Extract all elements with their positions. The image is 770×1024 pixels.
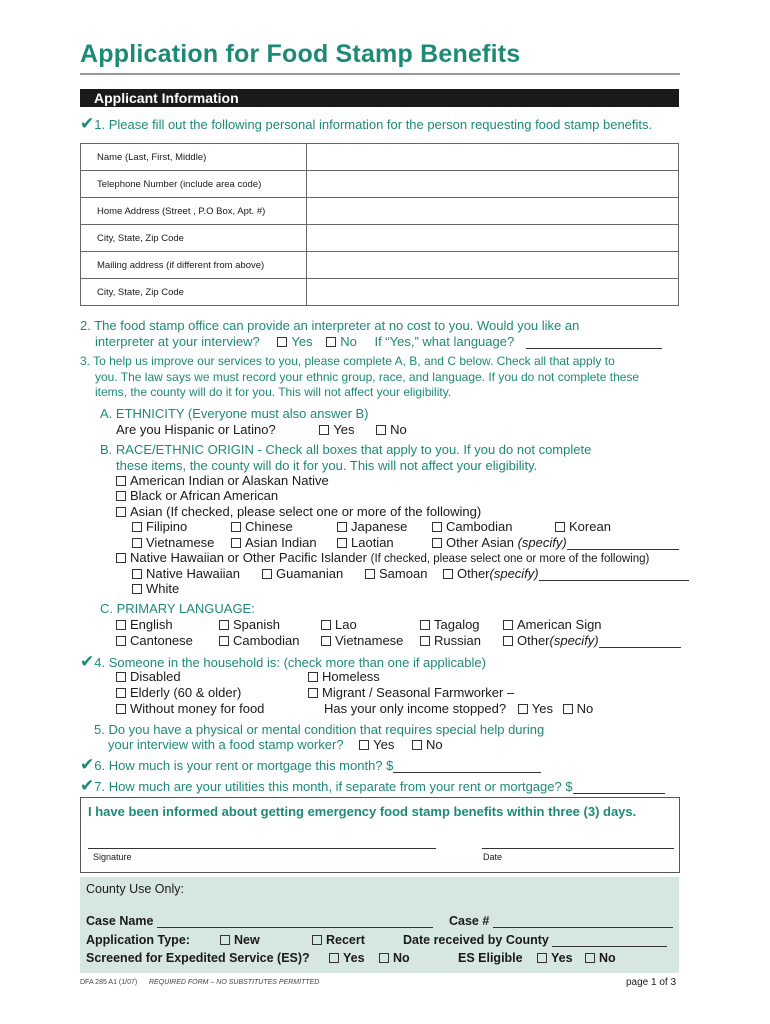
personal-info-table xyxy=(80,143,679,306)
q2-if-yes: If “Yes,” what language? xyxy=(374,334,515,349)
income-stopped-label: Has your only income stopped? xyxy=(324,701,507,716)
chinese-checkbox[interactable] xyxy=(231,522,241,532)
question-5-line2 xyxy=(108,737,443,752)
pi-option-samoan xyxy=(365,566,427,581)
lang-option-asl xyxy=(503,617,602,632)
pi-option-native-hawaiian xyxy=(132,566,240,581)
case-number-label: Case # xyxy=(449,914,490,928)
asian-option-chinese xyxy=(231,519,293,534)
japanese-label: Japanese xyxy=(351,519,408,534)
mailing-field[interactable] xyxy=(307,252,679,279)
question-3-line3: items, the county will do it for you. This will not affect your eligibility. xyxy=(95,385,452,399)
ethnicity-question-text: Are you Hispanic or Latino? xyxy=(116,422,276,437)
checkmark-icon: ✔ xyxy=(80,652,95,671)
q4-no-money xyxy=(116,701,264,716)
hispanic-no-checkbox[interactable] xyxy=(376,425,386,435)
race-title: B. RACE/ETHNIC ORIGIN - Check all boxes that apply to you. If you do not complete xyxy=(100,442,592,457)
income-no-checkbox[interactable] xyxy=(563,704,573,714)
phone-field[interactable] xyxy=(307,171,679,198)
elderly-checkbox[interactable] xyxy=(116,688,126,698)
screened-no-checkbox[interactable] xyxy=(379,953,389,963)
spanish-checkbox[interactable] xyxy=(219,620,229,630)
white-checkbox[interactable] xyxy=(132,584,142,594)
asian-option-other xyxy=(432,535,679,550)
asian-option-cambodian xyxy=(432,519,513,534)
question-4 xyxy=(80,654,486,670)
page-number: page 1 of 3 xyxy=(626,977,677,988)
county-use-title: County Use Only: xyxy=(86,882,184,896)
question-4-text: 4. Someone in the household is: (check more than one if applicable) xyxy=(94,655,486,670)
es-yes-label: Yes xyxy=(551,951,573,965)
es-yes xyxy=(537,951,573,965)
asl-checkbox[interactable] xyxy=(503,620,513,630)
rent-input[interactable] xyxy=(393,772,541,773)
russian-checkbox[interactable] xyxy=(420,636,430,646)
section-header xyxy=(80,89,679,107)
q2-no-checkbox[interactable] xyxy=(326,337,336,347)
q4-migrant xyxy=(308,685,514,700)
migrant-label: Migrant / Seasonal Farmworker – xyxy=(322,685,515,700)
es-no xyxy=(585,951,616,965)
question-3-line2: you. The law says we must record your ethnic group, race, and language. If you do not complete these xyxy=(95,369,640,384)
english-checkbox[interactable] xyxy=(116,620,126,630)
q4-homeless xyxy=(308,669,380,684)
race-white xyxy=(132,581,179,596)
samoan-label: Samoan xyxy=(379,566,428,581)
income-yes-label: Yes xyxy=(531,701,553,716)
lang-cambodian-checkbox[interactable] xyxy=(219,636,229,646)
lang-option-tagalog xyxy=(420,617,480,632)
disabled-label: Disabled xyxy=(130,669,181,684)
lang-option-cambodian xyxy=(219,633,300,648)
spanish-label: Spanish xyxy=(233,617,280,632)
date-received-label: Date received by County xyxy=(403,933,549,947)
info-label-mailing: Mailing address (if different from above) xyxy=(81,252,307,279)
lang-vietnamese-label: Vietnamese xyxy=(335,633,404,648)
question-5-text: your interview with a food stamp worker? xyxy=(108,737,344,752)
question-2-text: interpreter at your interview? xyxy=(95,334,260,349)
laotian-label: Laotian xyxy=(351,535,394,550)
q2-no-label: No xyxy=(340,334,357,349)
american-indian-label: American Indian or Alaskan Native xyxy=(130,473,329,488)
asian-indian-checkbox[interactable] xyxy=(231,538,241,548)
pi-option-other xyxy=(443,566,689,581)
hispanic-yes-label: Yes xyxy=(333,422,355,437)
recert-checkbox[interactable] xyxy=(312,935,322,945)
question-6 xyxy=(80,757,541,773)
lang-other-checkbox[interactable] xyxy=(503,636,513,646)
required-notice: REQUIRED FORM – NO SUBSTITUTES PERMITTED xyxy=(149,979,320,986)
asian-option-indian xyxy=(231,535,317,550)
table-row xyxy=(81,171,679,198)
table-row xyxy=(81,198,679,225)
ethnicity-question xyxy=(116,422,407,437)
screened-label: Screened for Expedited Service (ES)? xyxy=(86,951,310,965)
lang-other-label: Other xyxy=(517,633,550,648)
table-row xyxy=(81,252,679,279)
table-row xyxy=(81,225,679,252)
other-asian-label: Other Asian xyxy=(446,535,514,550)
asian-option-korean xyxy=(555,519,611,534)
address-field[interactable] xyxy=(307,198,679,225)
race-black xyxy=(116,488,278,503)
question-5-line1: 5. Do you have a physical or mental condition that requires special help during xyxy=(94,722,545,737)
checkmark-icon: ✔ xyxy=(80,755,95,774)
cantonese-checkbox[interactable] xyxy=(116,636,126,646)
case-number-input[interactable] xyxy=(493,927,673,928)
date-input[interactable] xyxy=(482,848,674,849)
no-money-checkbox[interactable] xyxy=(116,704,126,714)
info-label-mailing-city: City, State, Zip Code xyxy=(81,279,307,306)
hispanic-no-label: No xyxy=(390,422,407,437)
utilities-input[interactable] xyxy=(573,793,665,794)
pacific-label: Native Hawaiian or Other Pacific Islander xyxy=(130,550,367,565)
language-title: C. PRIMARY LANGUAGE: xyxy=(100,601,255,616)
asian-option-laotian xyxy=(337,535,394,550)
asian-indian-label: Asian Indian xyxy=(245,535,317,550)
es-no-checkbox[interactable] xyxy=(585,953,595,963)
new-label: New xyxy=(234,933,260,947)
question-2-line2 xyxy=(95,334,662,349)
american-indian-checkbox[interactable] xyxy=(116,476,126,486)
asian-checkbox[interactable] xyxy=(116,507,126,517)
tagalog-label: Tagalog xyxy=(434,617,480,632)
emergency-statement: I have been informed about getting emergency food stamp benefits within three (3) days. xyxy=(88,804,637,819)
homeless-label: Homeless xyxy=(322,669,380,684)
other-asian-checkbox[interactable] xyxy=(432,538,442,548)
lang-cambodian-label: Cambodian xyxy=(233,633,300,648)
asian-option-filipino xyxy=(132,519,187,534)
lang-option-lao xyxy=(321,617,357,632)
pi-option-guamanian xyxy=(262,566,343,581)
vietnamese-label: Vietnamese xyxy=(146,535,215,550)
laotian-checkbox[interactable] xyxy=(337,538,347,548)
info-label-phone: Telephone Number (include area code) xyxy=(81,171,307,198)
lang-other-input[interactable] xyxy=(599,647,681,648)
filipino-label: Filipino xyxy=(146,519,188,534)
hispanic-yes-checkbox[interactable] xyxy=(319,425,329,435)
table-row xyxy=(81,144,679,171)
pi-other-label: Other xyxy=(457,566,490,581)
white-label: White xyxy=(146,581,180,596)
screened-no xyxy=(379,951,410,965)
income-yes-checkbox[interactable] xyxy=(518,704,528,714)
english-label: English xyxy=(130,617,173,632)
asian-label: Asian (If checked, please select one or more of the following) xyxy=(130,504,482,519)
cantonese-label: Cantonese xyxy=(130,633,193,648)
lang-option-spanish xyxy=(219,617,280,632)
info-label-address: Home Address (Street , P.O Box, Apt. #) xyxy=(81,198,307,225)
asian-option-japanese xyxy=(337,519,407,534)
form-id: DFA 285 A1 (1/07) xyxy=(80,979,138,986)
lang-option-vietnamese xyxy=(321,633,403,648)
page-title: Application for Food Stamp Benefits xyxy=(80,40,521,68)
pi-specify-label: (specify) xyxy=(489,566,539,581)
question-3-line1: 3. To help us improve our services to you, please complete A, B, and C below. Check all that apply to xyxy=(80,354,615,368)
es-eligible-label: ES Eligible xyxy=(458,951,523,965)
question-6-text: 6. How much is your rent or mortgage this month? $ xyxy=(94,758,394,773)
pi-other-checkbox[interactable] xyxy=(443,569,453,579)
signature-input[interactable] xyxy=(88,848,436,849)
vietnamese-checkbox[interactable] xyxy=(132,538,142,548)
race-asian xyxy=(116,504,481,519)
tagalog-checkbox[interactable] xyxy=(420,620,430,630)
screened-yes-checkbox[interactable] xyxy=(329,953,339,963)
lang-vietnamese-checkbox[interactable] xyxy=(321,636,331,646)
case-name-label: Case Name xyxy=(86,914,154,928)
question-2-line1: 2. The food stamp office can provide an interpreter at no cost to you. Would you like an xyxy=(80,318,580,333)
q4-income-stopped xyxy=(324,701,593,716)
question-1-text: 1. Please fill out the following personal information for the person requesting food stamp benefits. xyxy=(94,117,653,132)
elderly-label: Elderly (60 & older) xyxy=(130,685,242,700)
disabled-checkbox[interactable] xyxy=(116,672,126,682)
lang-option-english xyxy=(116,617,173,632)
screened-yes-label: Yes xyxy=(343,951,365,965)
lao-checkbox[interactable] xyxy=(321,620,331,630)
filipino-checkbox[interactable] xyxy=(132,522,142,532)
new-checkbox[interactable] xyxy=(220,935,230,945)
guamanian-label: Guamanian xyxy=(276,566,344,581)
es-no-label: No xyxy=(599,951,616,965)
ethnicity-title: A. ETHNICITY (Everyone must also answer B) xyxy=(100,406,369,421)
table-row xyxy=(81,279,679,306)
es-yes-checkbox[interactable] xyxy=(537,953,547,963)
signature-label: Signature xyxy=(93,852,132,862)
pi-other-input[interactable] xyxy=(539,580,689,581)
specify-label: (specify) xyxy=(517,535,567,550)
screened-no-label: No xyxy=(393,951,410,965)
city-field[interactable] xyxy=(307,225,679,252)
recert-label: Recert xyxy=(326,933,365,947)
date-received-row xyxy=(403,933,667,947)
q4-elderly xyxy=(116,685,241,700)
chinese-label: Chinese xyxy=(245,519,293,534)
guamanian-checkbox[interactable] xyxy=(262,569,272,579)
korean-checkbox[interactable] xyxy=(555,522,565,532)
case-number-row xyxy=(449,914,673,928)
cambodian-label: Cambodian xyxy=(446,519,513,534)
race-line2: these items, the county will do it for you. This will not affect your eligibility. xyxy=(116,458,538,473)
asian-option-vietnamese xyxy=(132,535,214,550)
korean-label: Korean xyxy=(569,519,611,534)
homeless-checkbox[interactable] xyxy=(308,672,318,682)
question-3 xyxy=(80,354,639,401)
checkmark-icon: ✔ xyxy=(80,114,95,133)
info-label-city: City, State, Zip Code xyxy=(81,225,307,252)
russian-label: Russian xyxy=(434,633,481,648)
cambodian-checkbox[interactable] xyxy=(432,522,442,532)
japanese-checkbox[interactable] xyxy=(337,522,347,532)
samoan-checkbox[interactable] xyxy=(365,569,375,579)
asl-label: American Sign xyxy=(517,617,602,632)
section-header-label: Applicant Information xyxy=(94,90,239,106)
language-input[interactable] xyxy=(526,348,662,349)
mailing-city-field[interactable] xyxy=(307,279,679,306)
info-label-name: Name (Last, First, Middle) xyxy=(81,144,307,171)
question-7-text: 7. How much are your utilities this month, if separate from your rent or mortgage? $ xyxy=(94,779,573,794)
q5-no-checkbox[interactable] xyxy=(412,740,422,750)
case-name-row xyxy=(86,914,433,928)
app-type-new xyxy=(220,933,260,947)
income-no-label: No xyxy=(576,701,594,716)
black-checkbox[interactable] xyxy=(116,491,126,501)
q2-yes-checkbox[interactable] xyxy=(277,337,287,347)
q2-yes-label: Yes xyxy=(291,334,313,349)
pacific-checkbox[interactable] xyxy=(116,553,126,563)
lang-option-cantonese xyxy=(116,633,193,648)
q4-disabled xyxy=(116,669,181,684)
q5-yes-checkbox[interactable] xyxy=(359,740,369,750)
q5-no-label: No xyxy=(426,737,443,752)
q5-yes-label: Yes xyxy=(373,737,395,752)
lao-label: Lao xyxy=(335,617,357,632)
race-american-indian xyxy=(116,473,329,488)
case-name-input[interactable] xyxy=(157,927,433,928)
date-received-input[interactable] xyxy=(552,946,667,947)
race-pacific xyxy=(116,550,649,567)
no-money-label: Without money for food xyxy=(130,701,265,716)
title-rule xyxy=(80,73,680,75)
checkmark-icon: ✔ xyxy=(80,776,95,795)
native-hawaiian-checkbox[interactable] xyxy=(132,569,142,579)
lang-option-russian xyxy=(420,633,481,648)
app-type-recert xyxy=(312,933,365,947)
application-type-label: Application Type: xyxy=(86,933,190,947)
question-7 xyxy=(80,778,665,794)
lang-specify-label: (specify) xyxy=(549,633,599,648)
screened-yes xyxy=(329,951,365,965)
lang-option-other xyxy=(503,633,681,648)
pacific-note: (If checked, please select one or more of the following) xyxy=(370,553,650,565)
question-1 xyxy=(80,116,652,132)
native-hawaiian-label: Native Hawaiian xyxy=(146,566,240,581)
name-field[interactable] xyxy=(307,144,679,171)
date-label: Date xyxy=(483,852,503,862)
migrant-checkbox[interactable] xyxy=(308,688,318,698)
black-label: Black or African American xyxy=(130,488,279,503)
